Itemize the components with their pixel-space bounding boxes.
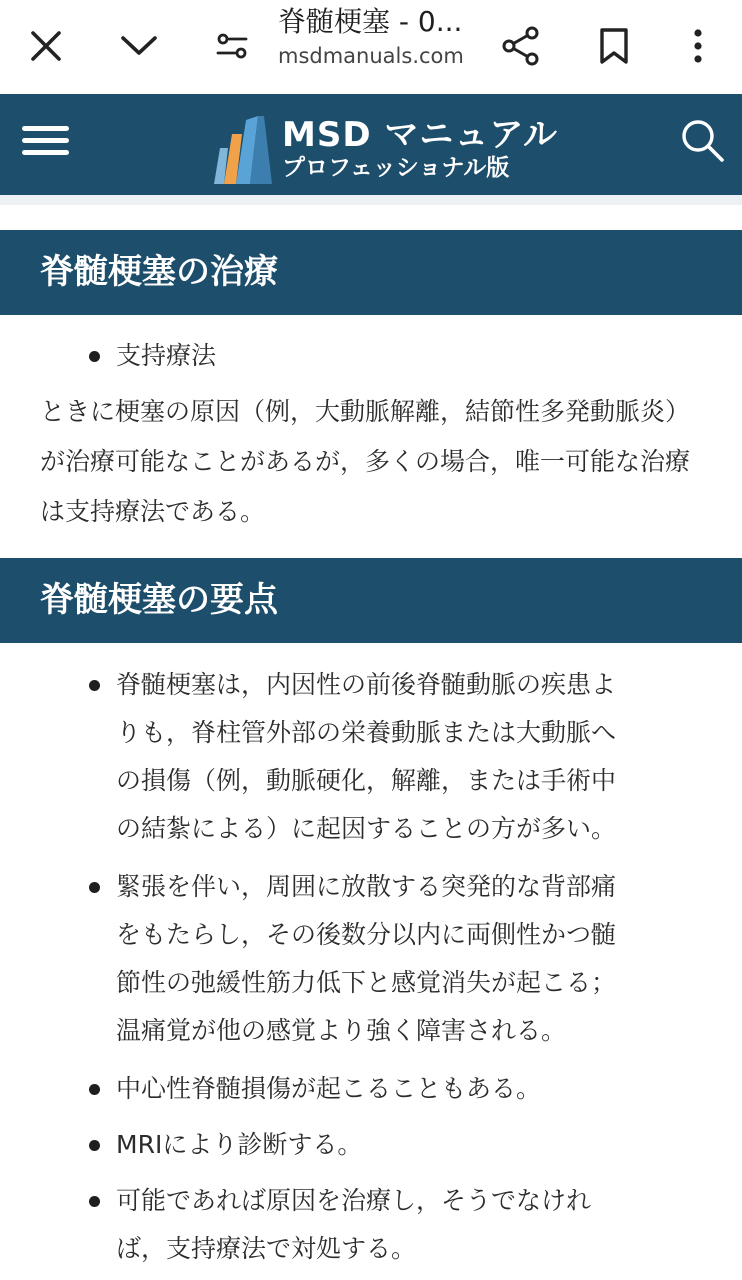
logo-subtitle: プロフェッショナル版 — [282, 155, 510, 181]
list-item: MRIにより診断する。 — [0, 1121, 626, 1169]
page-url: msdmanuals.com — [278, 44, 464, 68]
search-icon[interactable] — [678, 116, 728, 166]
treatment-bullet-list — [0, 332, 742, 380]
site-logo[interactable] — [210, 112, 559, 182]
treatment-paragraph: ときに梗塞の原因（例，大動脈解離，結節性多発動脈炎） が治療可能なことがあるが，多くの場合，唯一可能な治療 は支持療法である。 — [40, 397, 691, 526]
bullet-dot — [89, 351, 100, 362]
logo-title: MSD マニュアル — [282, 115, 559, 155]
list-item: 緊張を伴い，周囲に放散する突発的な背部痛 をもたらし，その後数分以内に両側性かつ髄 節性の弛緩性筋力低下と感覚消失が起こる； 温痛覚が他の感覚より強く障害される。 — [0, 863, 626, 1055]
key-points-list — [0, 661, 742, 1273]
more-icon[interactable] — [666, 14, 730, 78]
header-divider — [0, 195, 742, 205]
list-item: 中心性脊髄損傷が起こることもある。 — [0, 1065, 626, 1113]
msd-logo-icon — [210, 114, 276, 184]
browser-toolbar — [0, 0, 742, 92]
list-item: 可能であれば原因を治療し，そうでなけれ ば，支持療法で対処する。 — [0, 1177, 626, 1273]
page-tab-title: 脊髄梗塞 - 0... — [278, 5, 463, 38]
site-settings-icon[interactable] — [200, 14, 264, 78]
bullet-dot — [89, 1196, 100, 1207]
close-icon[interactable] — [14, 14, 78, 78]
section-heading-treatment: 脊髄梗塞の治療 — [0, 230, 742, 315]
bookmark-icon[interactable] — [582, 14, 646, 78]
list-item: 脊髄梗塞は，内因性の前後脊髄動脈の疾患よ りも，脊柱管外部の栄養動脈または大動脈へ の損傷（例，動脈硬化，解離，または手術中 の結紮による）に起因することの方が多い。 — [0, 661, 626, 853]
chevron-down-icon[interactable] — [107, 14, 171, 78]
bullet-dot — [89, 1084, 100, 1095]
bullet-dot — [89, 1140, 100, 1151]
hamburger-menu-icon[interactable] — [20, 116, 74, 170]
share-icon[interactable] — [489, 14, 553, 78]
site-header — [0, 94, 742, 195]
section-heading-key-points: 脊髄梗塞の要点 — [0, 558, 742, 643]
browser-title-area[interactable] — [278, 4, 488, 72]
bullet-dot — [89, 680, 100, 691]
list-item: 支持療法 — [0, 332, 626, 380]
bullet-dot — [89, 882, 100, 893]
